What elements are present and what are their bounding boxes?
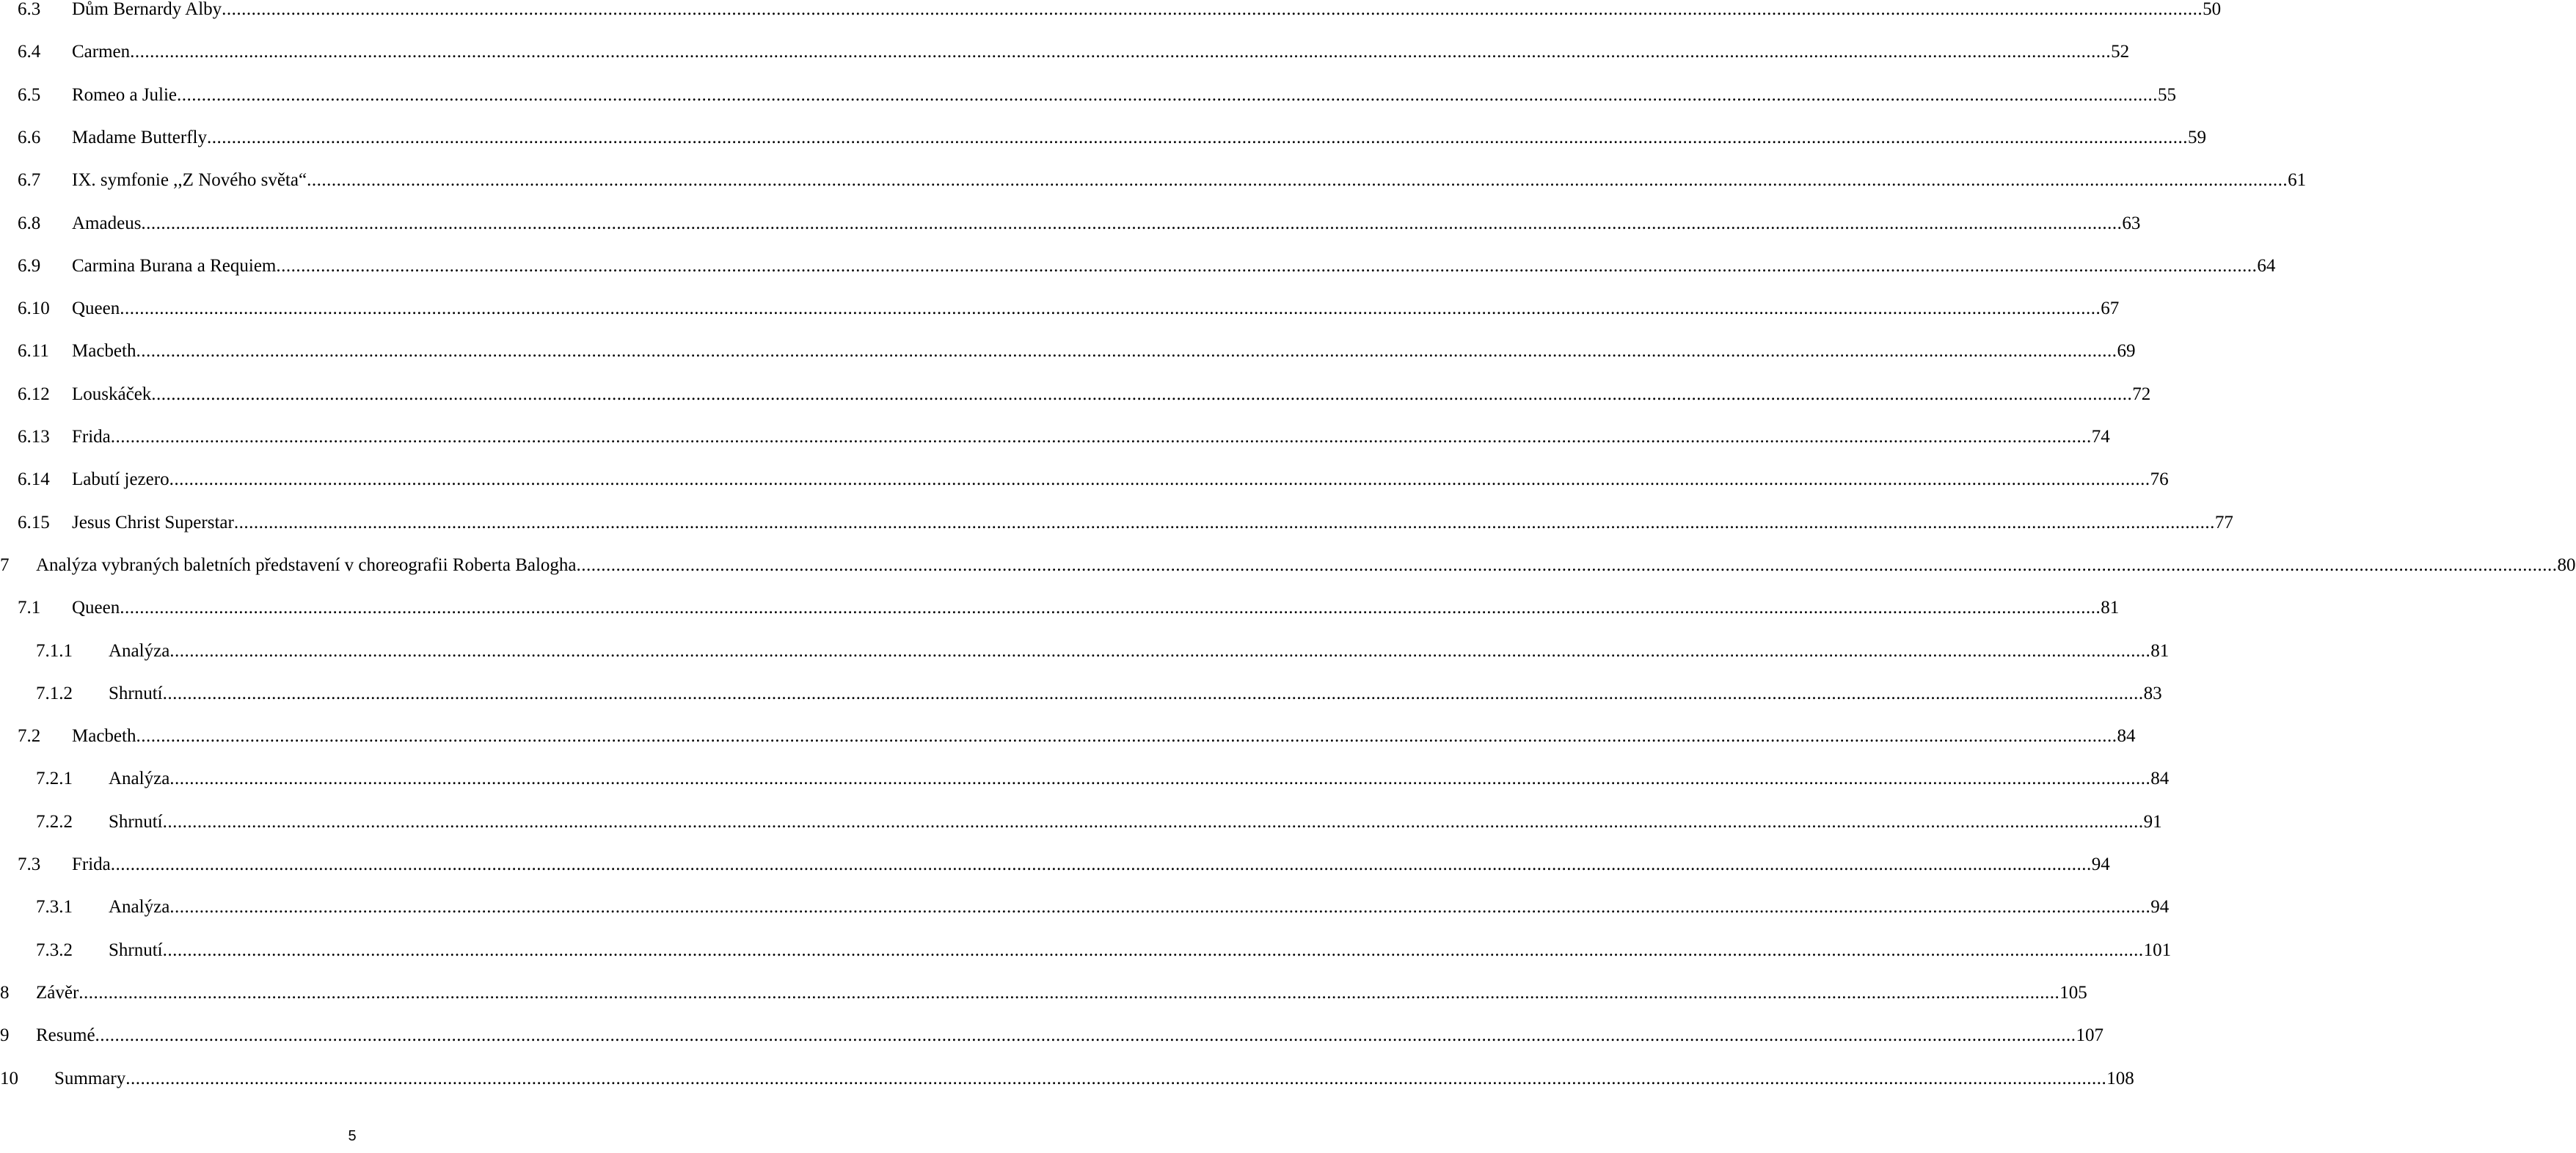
- toc-entry[interactable]: [0, 1023, 2104, 1048]
- toc-entry[interactable]: [18, 0, 2222, 22]
- toc-entry-title: Amadeus: [72, 213, 142, 233]
- toc-entry[interactable]: [18, 724, 2136, 749]
- toc-entry[interactable]: [18, 425, 2110, 450]
- toc-entry[interactable]: [18, 83, 2177, 108]
- dot-leader: ................................................................................................................................................................................................................................................................................................................................................................................................................: [110, 427, 2092, 447]
- toc-entry-number: 6.14: [18, 469, 50, 490]
- toc-entry-number: 6.8: [18, 213, 41, 233]
- toc-entry-number: 9: [0, 1025, 10, 1046]
- toc-entry-number: 7.3.1: [36, 897, 73, 918]
- toc-entry-line: [72, 254, 2276, 279]
- toc-entry-title: Analýza: [109, 769, 170, 789]
- dot-leader: ................................................................................................................................................................................................................................................................................................................................................................................................................: [206, 127, 2188, 147]
- toc-entry-page: 76: [2150, 469, 2169, 490]
- toc-entry-number: 6.5: [18, 84, 41, 105]
- toc-entry[interactable]: [36, 639, 2170, 664]
- toc-entry-number: 7.2: [18, 726, 41, 747]
- toc-entry[interactable]: [0, 981, 2087, 1006]
- toc-entry-title: Analýza: [109, 897, 170, 918]
- dot-leader: ................................................................................................................................................................................................................................................................................................................................................................................................................: [307, 170, 2288, 191]
- toc-entry-number: 7.3.2: [36, 940, 73, 960]
- dot-leader: ................................................................................................................................................................................................................................................................................................................................................................................................................: [125, 1068, 2107, 1088]
- toc-entry-title: Resumé: [36, 1025, 95, 1046]
- toc-entry[interactable]: [18, 168, 2307, 193]
- toc-entry-line: [72, 510, 2233, 535]
- toc-entry[interactable]: [36, 938, 2172, 963]
- toc-entry-page: 84: [2117, 726, 2136, 747]
- dot-leader: ................................................................................................................................................................................................................................................................................................................................................................................................................: [151, 384, 2133, 404]
- toc-entry-line: [72, 296, 2120, 321]
- toc-entry-number: 6.7: [18, 170, 41, 191]
- toc-entry-page: 61: [2288, 170, 2307, 191]
- toc-entry[interactable]: [36, 810, 2162, 835]
- toc-entry-line: [72, 467, 2169, 492]
- toc-entry-line: [72, 125, 2206, 150]
- toc-entry[interactable]: [18, 852, 2110, 877]
- toc-entry-page: 91: [2143, 811, 2162, 832]
- toc-entry-line: [72, 852, 2110, 877]
- dot-leader: ................................................................................................................................................................................................................................................................................................................................................................................................................: [169, 640, 2151, 661]
- toc-entry-title: Analýza vybraných baletních představení v choreografii Roberta Balogha: [36, 554, 577, 575]
- toc-entry-title: Shrnutí: [109, 811, 163, 832]
- dot-leader: ................................................................................................................................................................................................................................................................................................................................................................................................................: [95, 1025, 2076, 1046]
- toc-entry[interactable]: [36, 766, 2170, 791]
- toc-entry-page: 101: [2143, 940, 2172, 960]
- toc-entry[interactable]: [18, 254, 2276, 279]
- toc-entry-line: [36, 553, 2576, 578]
- dot-leader: ................................................................................................................................................................................................................................................................................................................................................................................................................: [169, 769, 2151, 789]
- toc-entry[interactable]: [18, 211, 2141, 236]
- toc-entry-title: Louskáček: [72, 384, 152, 404]
- toc-entry-line: [109, 895, 2170, 920]
- toc-entry-page: 50: [2203, 0, 2222, 19]
- toc-entry-line: [109, 810, 2162, 835]
- dot-leader: ................................................................................................................................................................................................................................................................................................................................................................................................................: [169, 897, 2151, 918]
- toc-entry-page: 59: [2187, 127, 2206, 147]
- toc-entry[interactable]: [18, 382, 2151, 407]
- toc-entry-number: 7.2.1: [36, 769, 73, 789]
- toc-entry-page: 72: [2132, 384, 2151, 404]
- toc-entry-line: [72, 83, 2177, 108]
- toc-entry-title: Dům Bernardy Alby: [72, 0, 222, 19]
- toc-entry[interactable]: [18, 125, 2206, 150]
- toc-entry-page: 55: [2158, 84, 2177, 105]
- toc-entry-line: [72, 40, 2130, 65]
- toc-entry-page: 84: [2150, 769, 2170, 789]
- toc-entry-number: 6.3: [18, 0, 41, 19]
- toc-entry-number: 10: [0, 1068, 18, 1088]
- toc-entry-title: Summary: [54, 1068, 126, 1088]
- toc-entry-title: Frida: [72, 854, 111, 874]
- toc-entry-line: [72, 425, 2110, 450]
- toc-entry-number: 7.1.1: [36, 640, 73, 661]
- dot-leader: ................................................................................................................................................................................................................................................................................................................................................................................................................: [576, 554, 2558, 575]
- toc-entry-page: 80: [2557, 554, 2576, 575]
- toc-entry-line: [72, 596, 2120, 621]
- toc-entry-number: 7: [0, 554, 10, 575]
- toc-entry-title: Analýza: [109, 640, 170, 661]
- toc-entry-line: [72, 0, 2222, 22]
- toc-entry-title: Carmina Burana a Requiem: [72, 255, 277, 276]
- toc-entry-line: [109, 938, 2172, 963]
- toc-entry-number: 6.11: [18, 341, 49, 362]
- toc-entry-title: Macbeth: [72, 341, 136, 362]
- toc-entry[interactable]: [18, 596, 2120, 621]
- dot-leader: ................................................................................................................................................................................................................................................................................................................................................................................................................: [233, 512, 2215, 532]
- toc-entry[interactable]: [36, 895, 2170, 920]
- toc-entry-page: 63: [2122, 213, 2141, 233]
- toc-entry-title: IX. symfonie ,,Z Nového světa“: [72, 170, 307, 191]
- toc-entry-page: 94: [2150, 897, 2170, 918]
- toc-entry[interactable]: [0, 1066, 2134, 1091]
- toc-entry-page: 83: [2143, 683, 2162, 703]
- toc-entry-line: [72, 724, 2136, 749]
- dot-leader: ................................................................................................................................................................................................................................................................................................................................................................................................................: [162, 811, 2144, 832]
- toc-entry[interactable]: [18, 510, 2233, 535]
- toc-entry-title: Queen: [72, 598, 120, 618]
- dot-leader: ................................................................................................................................................................................................................................................................................................................................................................................................................: [162, 683, 2144, 703]
- toc-entry-page: 81: [2101, 598, 2120, 618]
- dot-leader: ................................................................................................................................................................................................................................................................................................................................................................................................................: [276, 255, 2258, 276]
- dot-leader: ................................................................................................................................................................................................................................................................................................................................................................................................................: [222, 0, 2203, 19]
- toc-entry-line: [72, 168, 2307, 193]
- toc-entry[interactable]: [18, 296, 2120, 321]
- toc-entry-title: Shrnutí: [109, 683, 163, 703]
- toc-entry-line: [36, 981, 2087, 1006]
- toc-entry-line: [72, 339, 2136, 364]
- toc-entry-title: Madame Butterfly: [72, 127, 207, 147]
- dot-leader: ................................................................................................................................................................................................................................................................................................................................................................................................................: [141, 213, 2123, 233]
- toc-entry-page: 107: [2076, 1025, 2104, 1046]
- dot-leader: ................................................................................................................................................................................................................................................................................................................................................................................................................: [136, 726, 2117, 747]
- toc-entry-title: Carmen: [72, 42, 131, 62]
- toc-entry[interactable]: [0, 553, 2576, 578]
- toc-entry-title: Labutí jezero: [72, 469, 169, 490]
- toc-entry-title: Frida: [72, 427, 111, 447]
- toc-entry-page: 69: [2117, 341, 2136, 362]
- toc-entry-line: [109, 766, 2170, 791]
- toc-entry-number: 8: [0, 982, 10, 1003]
- dot-leader: ................................................................................................................................................................................................................................................................................................................................................................................................................: [162, 940, 2144, 960]
- dot-leader: ................................................................................................................................................................................................................................................................................................................................................................................................................: [130, 42, 2112, 62]
- toc-entry-title: Jesus Christ Superstar: [72, 512, 234, 532]
- toc-entry-page: 81: [2150, 640, 2170, 661]
- toc-entry-title: Romeo a Julie: [72, 84, 178, 105]
- toc-entry-page: 64: [2257, 255, 2276, 276]
- toc-entry-page: 77: [2214, 512, 2233, 532]
- toc-entry-title: Závěr: [36, 982, 79, 1003]
- dot-leader: ................................................................................................................................................................................................................................................................................................................................................................................................................: [177, 84, 2159, 105]
- toc-entry-number: 6.13: [18, 427, 50, 447]
- toc-entry-number: 6.4: [18, 42, 41, 62]
- toc-entry-title: Macbeth: [72, 726, 136, 747]
- toc-entry-line: [72, 382, 2151, 407]
- toc-entry-number: 7.3: [18, 854, 41, 874]
- toc-entry-number: 7.2.2: [36, 811, 73, 832]
- toc-entry-number: 6.9: [18, 255, 41, 276]
- toc-entry-page: 67: [2101, 299, 2120, 319]
- toc-entry-page: 94: [2091, 854, 2110, 874]
- toc-entry-line: [109, 681, 2162, 706]
- toc-entry[interactable]: [36, 681, 2162, 706]
- toc-entry-number: 6.12: [18, 384, 50, 404]
- toc-entry-page: 105: [2059, 982, 2087, 1003]
- toc-entry-page: 74: [2091, 427, 2110, 447]
- toc-entry-number: 6.6: [18, 127, 41, 147]
- toc-entry[interactable]: [18, 467, 2169, 492]
- toc-entry[interactable]: [18, 339, 2136, 364]
- toc-entry-title: Shrnutí: [109, 940, 163, 960]
- toc-entry-line: [72, 211, 2141, 236]
- toc-entry-number: 7.1: [18, 598, 41, 618]
- dot-leader: ................................................................................................................................................................................................................................................................................................................................................................................................................: [110, 854, 2092, 874]
- toc-entry-title: Queen: [72, 299, 120, 319]
- toc-entry-line: [54, 1066, 2134, 1091]
- page-number: 5: [348, 1128, 357, 1144]
- toc-entry-number: 6.10: [18, 299, 50, 319]
- dot-leader: ................................................................................................................................................................................................................................................................................................................................................................................................................: [120, 598, 2101, 618]
- dot-leader: ................................................................................................................................................................................................................................................................................................................................................................................................................: [79, 982, 2060, 1003]
- toc-entry-number: 7.1.2: [36, 683, 73, 703]
- toc-entry-line: [109, 639, 2170, 664]
- toc-entry-line: [36, 1023, 2104, 1048]
- toc-entry-page: 108: [2106, 1068, 2134, 1088]
- dot-leader: ................................................................................................................................................................................................................................................................................................................................................................................................................: [136, 341, 2117, 362]
- toc-entry[interactable]: [18, 40, 2130, 65]
- toc-entry-page: 52: [2111, 42, 2130, 62]
- dot-leader: ................................................................................................................................................................................................................................................................................................................................................................................................................: [169, 469, 2150, 490]
- toc-entry-number: 6.15: [18, 512, 50, 532]
- dot-leader: ................................................................................................................................................................................................................................................................................................................................................................................................................: [120, 299, 2101, 319]
